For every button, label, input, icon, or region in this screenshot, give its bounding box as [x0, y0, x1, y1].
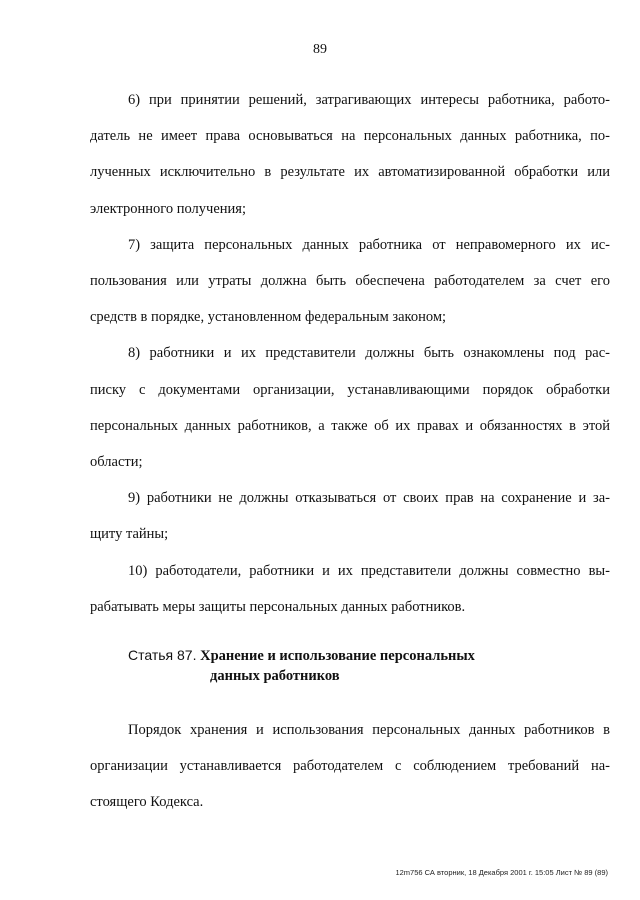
text-line: писку с документами организации, устанавливающими порядок обработки: [90, 381, 610, 398]
text-line: 8) работники и их представители должны быть ознакомлены под рас-: [128, 345, 610, 362]
text-line: 6) при принятии решений, затрагивающих интересы работника, работо-: [128, 92, 610, 108]
text-line: Порядок хранения и использования персональных данных работников в: [128, 722, 610, 738]
text-line: пользования или утраты должна быть обеспечена работодателем за счет его: [90, 273, 610, 290]
body-text: [90, 82, 610, 625]
text-line: средств в порядке, установленном федеральным законом;: [90, 309, 447, 326]
text-line: датель не имеет права основываться на персональных данных работника, по-: [90, 128, 610, 145]
article-paragraph: [90, 712, 610, 821]
paragraph-item-7: [90, 227, 610, 336]
text-line: персональных данных работников, а также об их правах и обязанностях в этой: [90, 417, 610, 434]
article-title-line1: Хранение и использование персональных: [200, 648, 475, 664]
text-line: 10) работодатели, работники и их представители должны совместно вы-: [128, 562, 610, 579]
page-number: 89: [313, 42, 327, 57]
article-body: [90, 712, 610, 821]
paragraph-item-10: [90, 553, 610, 625]
paragraph-item-8: [90, 335, 610, 480]
text-line: 7) защита персональных данных работника от неправомерного их ис-: [128, 236, 610, 253]
text-line: 9) работники не должны отказываться от своих прав на сохранение и за-: [128, 490, 610, 507]
text-line: стоящего Кодекса.: [90, 794, 204, 811]
text-line: лученных исключительно в результате их автоматизированной обработки или: [90, 164, 610, 181]
text-line: электронного получения;: [90, 200, 246, 217]
text-line: рабатывать меры защиты персональных данных работников.: [90, 598, 466, 615]
text-line: организации устанавливается работодателем с соблюдением требований на-: [90, 758, 610, 775]
article-title-line2: данных работников: [210, 668, 340, 684]
page-footer: 12m756 СА вторник, 18 Декабря 2001 г. 15:05 Лист № 89 (89): [395, 868, 608, 877]
article-number: Статья 87.: [128, 647, 197, 663]
paragraph-item-6: [90, 82, 610, 227]
text-line: области;: [90, 454, 143, 471]
paragraph-item-9: [90, 480, 610, 552]
article-heading: [128, 645, 588, 686]
text-line: щиту тайны;: [90, 526, 169, 543]
